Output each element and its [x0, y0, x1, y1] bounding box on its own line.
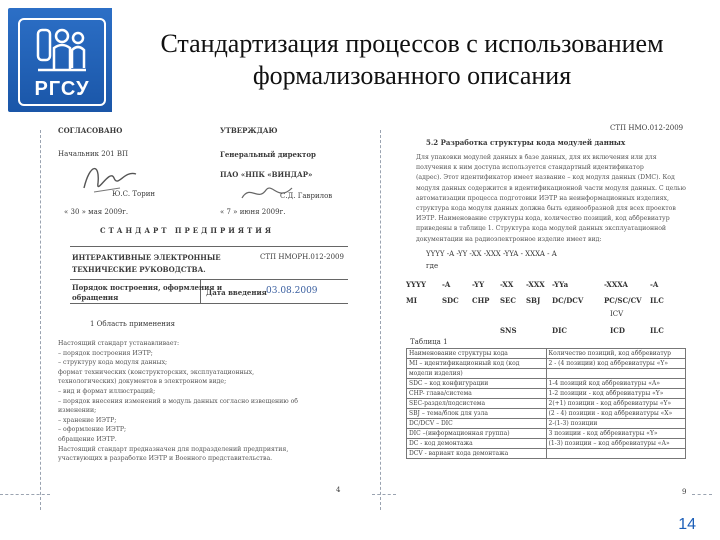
left-body-line: – порядок построения ИЭТР;: [58, 349, 153, 357]
table-cell: [546, 449, 686, 459]
date-value: 03.08.2009: [266, 286, 318, 296]
code-part: YYYY: [406, 280, 426, 289]
approved-org: ПАО «НПК «ВИНДАР»: [220, 170, 313, 179]
table-cell: SBJ – тема/блок для узла: [407, 409, 547, 419]
right-body-line: получения к ним доступа используется стандартный идентификатор: [416, 164, 644, 172]
code-abbr: MI: [406, 296, 418, 305]
left-guide: [40, 130, 41, 510]
right-body-line: автоматизации процесса подготовки ИЭТР на неинформационных изделиях,: [416, 194, 669, 202]
approved-name: С.Д. Гаврилов: [280, 192, 333, 200]
date-label: Дата введения: [206, 288, 267, 297]
left-body-line: Настоящий стандарт устанавливает:: [58, 340, 180, 347]
right-doc-code: СТП НМО.012-2009: [610, 124, 684, 132]
code-abbr3: ICD: [610, 326, 625, 335]
code-abbr: SDC: [442, 296, 459, 305]
title-panel: [112, 8, 712, 112]
table-row: [407, 419, 686, 429]
left-body-line: – порядок внесения изменений в модуль данных согласно извещению об: [58, 397, 299, 405]
table-cell: SDC – код конфигурации: [407, 379, 547, 389]
dash-guide-right: [692, 494, 712, 495]
document-page-left: [50, 120, 372, 508]
doc-code: СТП НМОРН.012-2009: [260, 253, 344, 261]
code-part: -YYa: [552, 280, 569, 289]
right-body-line: структура кода модуля данных должна быть единообразной для всех проектов: [416, 205, 676, 212]
left-body-line: обращение ИЭТР.: [58, 436, 117, 443]
page-title: [112, 28, 712, 92]
right-body-line: приведены в таблице 1. Структура кода модулей данных эксплуатационной: [416, 225, 667, 233]
approved-label: УТВЕРЖДАЮ: [220, 126, 278, 135]
table-row: [407, 379, 686, 389]
table-cell: (2 - 4) позиции - код аббревиатуры «X»: [546, 409, 686, 419]
code-part: -A: [442, 280, 451, 289]
code-abbr: PC/SC/CV: [604, 296, 642, 305]
dash-guide-left: [0, 494, 50, 495]
agreed-date: « 30 » мая 2009г.: [64, 208, 129, 216]
where-label: где: [426, 262, 439, 270]
table-cell: DIC –(информационная группа): [407, 429, 547, 439]
section-heading: 1 Область применения: [90, 320, 176, 328]
header-band: [8, 8, 712, 112]
table-row: [407, 439, 686, 449]
table-cell: 2 - (4 позиции) код аббревиатуры «Y»: [546, 359, 686, 369]
rgsu-logo: [18, 18, 106, 106]
code-part: -XX: [500, 280, 514, 289]
right-body-line: Для упаковки модулей данных в базе данных, для их включения или для: [416, 154, 657, 161]
right-body-line: (адрес). Этот идентификатор имеет название – код модуля данных (DMC). Код: [416, 174, 675, 182]
left-body-line: Настоящий стандарт предназначен для подразделений предприятия,: [58, 445, 289, 453]
table-cell: DCV - вариант кода демонтажа: [407, 449, 547, 459]
table-header-cell: Наименование структуры кода: [407, 349, 547, 359]
agreed-label: СОГЛАСОВАНО: [58, 126, 123, 135]
table-cell: MI – идентификационный код (код: [407, 359, 547, 369]
table-cell: 2-(1-3) позиции: [546, 419, 686, 429]
doc-title-2: ТЕХНИЧЕСКИЕ РУКОВОДСТВА.: [72, 265, 206, 274]
left-body-line: технологических) документов в электронном виде;: [58, 378, 227, 386]
code-template: YYYY -A -YY -XX -XXX -YYA - XXXA - A: [426, 250, 557, 258]
document-page-right: [396, 120, 692, 508]
abbreviation-table: [406, 348, 686, 459]
right-section: 5.2 Разработка структуры кода модулей данных: [426, 138, 626, 147]
table-row: [407, 399, 686, 409]
code-abbr: ILC: [650, 296, 664, 305]
table-cell: SEC-раздел/подсистема: [407, 399, 547, 409]
code-abbr3: SNS: [500, 326, 517, 335]
table-row: [407, 369, 686, 379]
table-cell: модели изделия): [407, 369, 547, 379]
left-body-line: – структуру кода модуля данных;: [58, 359, 168, 367]
left-page-number: 4: [336, 486, 341, 494]
code-part: -A: [650, 280, 659, 289]
title-line-1: Стандартизация процессов с использованием: [160, 29, 664, 58]
standard-heading: СТАНДАРТ ПРЕДПРИЯТИЯ: [100, 226, 275, 235]
left-body-line: – хранение ИЭТР;: [58, 416, 117, 424]
table-cell: DC/DCV – DIC: [407, 419, 547, 429]
code-abbr: DC/DCV: [552, 296, 584, 305]
left-body-line: изменении;: [58, 407, 97, 415]
agreed-name: Ю.С. Торин: [112, 190, 156, 198]
order-text: Порядок построения, оформления и: [72, 283, 223, 292]
table-header-cell: Количество позиций, код аббревиатур: [546, 349, 686, 359]
right-body-line: ИЭТР. Наименование структуры кода, количество позиций, код аббревиатур: [416, 215, 670, 223]
dash-guide-mid: [372, 494, 396, 495]
table-row: [407, 429, 686, 439]
table-cell: 3 позиции - код аббревиатуры «Y»: [546, 429, 686, 439]
mid-guide: [380, 130, 381, 510]
slide-number: 14: [678, 516, 696, 533]
right-body-line: модуля данных содержится в идентификационной части модуля данных. С целью: [416, 184, 686, 192]
table-cell: 2(+1) позиции - код аббревиатуры «Y»: [546, 399, 686, 409]
left-body-line: – вид и формат иллюстраций;: [58, 388, 156, 395]
table-row: [407, 409, 686, 419]
left-body-line: формат технических (конструкторских, эксплуатационных,: [58, 368, 255, 376]
code-part: -XXX: [526, 280, 545, 289]
title-line-2: формализованного описания: [252, 61, 572, 90]
table-cell: 1-4 позиций код аббревиатуры «А»: [546, 379, 686, 389]
table-cell: CHP- глава/система: [407, 389, 547, 399]
table-caption: Таблица 1: [410, 338, 448, 346]
code-abbr3: ILC: [650, 326, 664, 335]
left-body-line: – оформление ИЭТР;: [58, 426, 127, 434]
code-abbr: CHP: [472, 296, 490, 305]
left-body-line: участвующих в разработке ИЭТР и Военного представительства.: [58, 455, 273, 463]
table-row: [407, 449, 686, 459]
table-header-row: [407, 349, 686, 359]
table-cell: (1-3) позиции – код аббревиатуры «А»: [546, 439, 686, 449]
order-text-2: обращения: [72, 293, 119, 302]
approved-date: « 7 » июня 2009г.: [220, 208, 286, 216]
table-cell: [546, 369, 686, 379]
code-abbr3: DIC: [552, 326, 567, 335]
code-part: -XXXA: [604, 280, 628, 289]
doc-title: ИНТЕРАКТИВНЫЕ ЭЛЕКТРОННЫЕ: [72, 253, 221, 262]
table-row: [407, 359, 686, 369]
right-page-number: 9: [682, 488, 687, 496]
code-abbr2: ICV: [610, 310, 624, 318]
code-abbr: SEC: [500, 296, 516, 305]
logo-figures-icon: [32, 24, 92, 76]
approved-role: Генеральный директор: [220, 150, 316, 159]
code-part: -YY: [472, 280, 485, 289]
code-abbr: SBJ: [526, 296, 541, 305]
doc-title-box: [70, 246, 348, 280]
logo-text: РГСУ: [34, 77, 90, 100]
agreed-role: Начальник 201 ВП: [58, 150, 129, 158]
table-row: [407, 389, 686, 399]
order-box: [70, 280, 348, 304]
table-cell: 1-2 позиции - код аббревиатуры «Y»: [546, 389, 686, 399]
right-body-line: документации на радиоэлектронное изделие имеет вид:: [416, 235, 602, 243]
table-cell: DC - код демонтажа: [407, 439, 547, 449]
